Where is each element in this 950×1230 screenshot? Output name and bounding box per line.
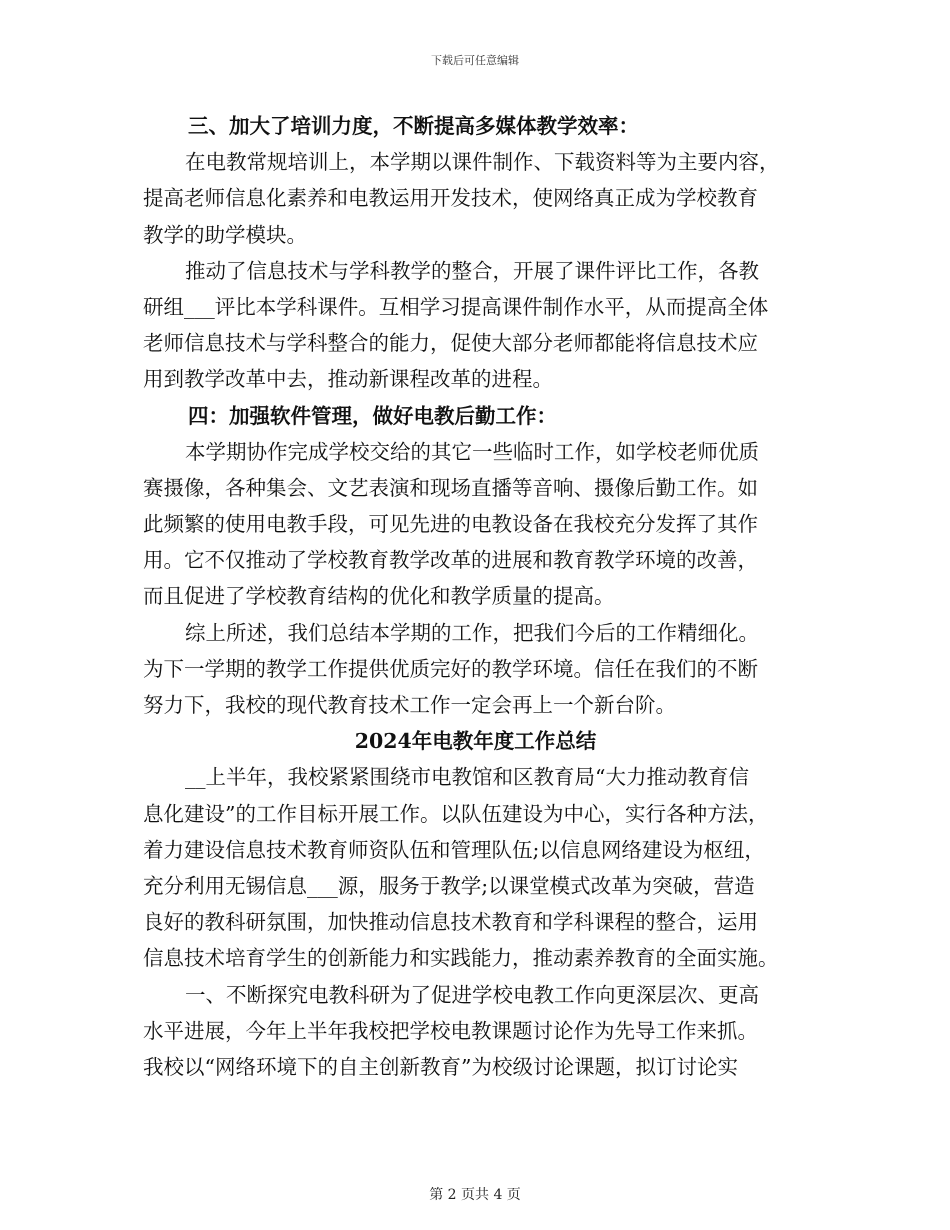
paragraph-line: 赛摄像，各种集会、文艺表演和现场直播等音响、摄像后勤工作。如: [143, 475, 758, 500]
page-header: 下载后可任意编辑: [431, 54, 519, 67]
paragraph-line: 在电教常规培训上，本学期以课件制作、下载资料等为主要内容，: [185, 150, 780, 175]
paragraph-line: 提高老师信息化素养和电教运用开发技术，使网络真正成为学校教育: [143, 186, 758, 211]
paragraph-line: 而且促进了学校教育结构的优化和教学质量的提高。: [143, 584, 615, 609]
paragraph-line: 用。它不仅推动了学校教育教学改革的进展和教育教学环境的改善，: [143, 548, 758, 573]
paragraph-line: 本学期协作完成学校交给的其它一些临时工作，如学校老师优质: [185, 439, 759, 464]
page-footer: 第 2 页共 4 页: [429, 1187, 521, 1203]
paragraph-line: 息化建设”的工作目标开展工作。以队伍建设为中心，实行各种方法，: [143, 801, 769, 826]
paragraph-line: 充分利用无锡信息___源，服务于教学;以课堂模式改革为突破，营造: [143, 873, 755, 898]
section-heading: 四：加强软件管理，做好电教后勤工作：: [188, 403, 557, 428]
paragraph-line: 努力下，我校的现代教育技术工作一定会再上一个新台阶。: [143, 693, 676, 717]
paragraph-line: 为下一学期的教学工作提供优质完好的教学环境。信任在我们的不断: [143, 656, 758, 681]
paragraph-line: 此频繁的使用电教手段，可见先进的电教设备在我校充分发挥了其作: [143, 512, 758, 537]
paragraph-line: 教学的助学模块。: [143, 222, 307, 247]
paragraph-line: 信息技术培育学生的创新能力和实践能力，推动素养教育的全面实施。: [143, 946, 779, 971]
paragraph-line: 良好的教科研氛围，加快推动信息技术教育和学科课程的整合，运用: [143, 910, 758, 935]
paragraph-line: 研组___评比本学科课件。互相学习提高课件制作水平，从而提高全体: [143, 294, 769, 319]
paragraph-line: 老师信息技术与学科整合的能力，促使大部分老师都能将信息技术应: [143, 331, 758, 356]
section-heading: 三、加大了培训力度，不断提高多媒体教学效率：: [188, 114, 639, 138]
paragraph-line: 推动了信息技术与学科教学的整合，开展了课件评比工作，各教: [185, 258, 759, 283]
paragraph-line: __上半年，我校紧紧围绕市电教馆和区教育局“大力推动教育信: [185, 765, 749, 790]
paragraph-line: 着力建设信息技术教育师资队伍和管理队伍;以信息网络建设为枢纽，: [143, 837, 765, 862]
paragraph-line: 一、不断探究电教科研为了促进学校电教工作向更深层次、更高: [185, 982, 759, 1007]
paragraph-line: 我校以“网络环境下的自主创新教育”为校级讨论课题，拟订讨论实: [143, 1054, 738, 1079]
paragraph-line: 水平进展，今年上半年我校把学校电教课题讨论作为先导工作来抓。: [143, 1018, 758, 1043]
document-title: 2024年电教年度工作总结: [354, 729, 597, 754]
document-body: [143, 108, 808, 1085]
paragraph-line: 用到教学改革中去，推动新课程改革的进程。: [143, 367, 553, 392]
paragraph-line: 综上所述，我们总结本学期的工作，把我们今后的工作精细化。: [185, 620, 759, 645]
